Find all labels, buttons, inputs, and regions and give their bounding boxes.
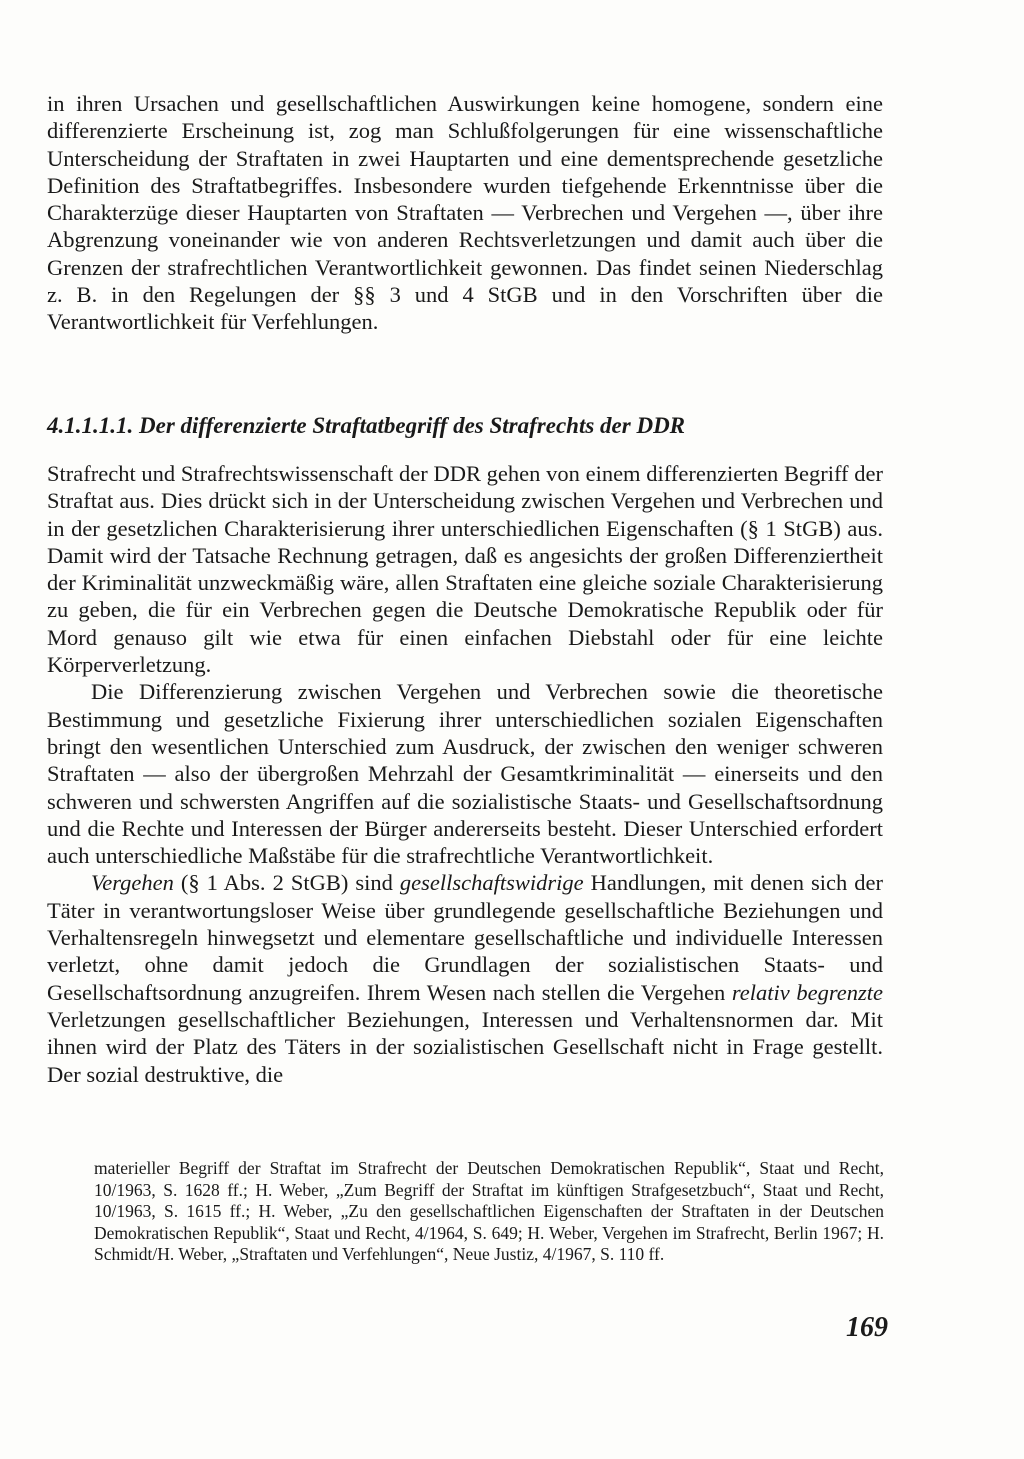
term-relativ-begrenzte: relativ begrenzte — [731, 979, 883, 1005]
continuation-paragraph: in ihren Ursachen und gesellschaftlichen Auswirkungen keine homogene, sondern eine differenzierte Erscheinung ist, zog man Schlußfolgerungen für eine wissenschaftliche Unterscheidung der Straftaten in zwei Hauptarten und eine dementsprechende gesetzliche Definition des Straftatbegriffes. Insbesondere wurden tiefgehende Erkenntnisse über die Charakterzüge dieser Hauptarten von Straftaten — Verbrechen und Vergehen —, über ihre Abgrenzung voneinander wie von anderen Rechtsverletzungen und damit auch über die Grenzen der strafrechtlichen Verantwortlichkeit gewonnen. Das findet seinen Niederschlag z. B. in den Regelungen der §§ 3 und 4 StGB und in den Vorschriften über die Verantwortlichkeit für Verfehlungen. — [47, 91, 883, 335]
term-gesellschaftswidrige: gesellschaftswidrige — [399, 870, 584, 896]
body-paragraph-3 — [47, 869, 883, 1087]
paragraph-3-text-a: (§ 1 Abs. 2 StGB) sind — [173, 870, 400, 896]
body-paragraph-1: Strafrecht und Strafrechtswissenschaft der DDR gehen von einem differenzierten Begriff der Straftat aus. Dies drückt sich in der Unterscheidung zwischen Vergehen und Verbrechen und in der gesetzlichen Charakterisierung ihrer unterschiedlichen Eigenschaften (§ 1 StGB) aus. Damit wird der Tatsache Rechnung getragen, daß es angesichts der großen Differenziertheit der Kriminalität unzweckmäßig wäre, allen Straftaten eine gleiche soziale Charakterisierung zu geben, die für ein Verbrechen gegen die Deutsche Demokratische Republik oder für Mord genauso gilt wie etwa für einen einfachen Diebstahl oder für eine leichte Körperverletzung. — [47, 461, 883, 678]
paragraph-3-text-c: Verletzungen gesellschaftlicher Beziehungen, Interessen und Verhaltensnormen dar. Mit ihnen wird der Platz des Täters in der sozialistischen Gesellschaft nicht in Frage gestellt. Der sozial destruktive, die — [47, 1006, 883, 1087]
footnote: materieller Begriff der Straftat im Strafrecht der Deutschen Demokratischen Republik“, Staat und Recht, 10/1963, S. 1628 ff.; H. Weber, „Zum Begriff der Straftat im künftigen Strafgesetzbuch“, Staat und Recht, 10/1963, S. 1615 ff.; H. Weber, „Zu den gesellschaftlichen Eigenschaften der Straftaten in der Deutschen Demokratischen Republik“, Staat und Recht, 4/1964, S. 649; H. Weber, Vergehen im Strafrecht, Berlin 1967; H. Schmidt/H. Weber, „Straftaten und Verfehlungen“, Neue Justiz, 4/1967, S. 110 ff. — [94, 1158, 884, 1265]
body-paragraph-2: Die Differenzierung zwischen Vergehen und Verbrechen sowie die theoretische Bestimmung und gesetzliche Fixierung ihrer unterschiedlichen sozialen Eigenschaften bringt den wesentlichen Unterschied zum Ausdruck, der zwischen den weniger schweren Straftaten — also der übergroßen Mehrzahl der Gesamtkriminalität — einerseits und den schweren und schwersten Angriffen auf die sozialistische Staats- und Gesellschaftsordnung und die Rechte und Interessen der Bürger andererseits besteht. Dieser Unterschied erfordert auch unterschiedliche Maßstäbe für die strafrechtliche Verantwortlichkeit. — [47, 679, 883, 869]
section-body — [47, 460, 883, 1088]
page-number: 169 — [846, 1312, 888, 1343]
continuation-paragraph-block — [47, 90, 883, 336]
term-vergehen: Vergehen — [91, 870, 174, 896]
section-heading: 4.1.1.1.1. Der differenzierte Straftatbegriff des Strafrechts der DDR — [47, 413, 686, 438]
paragraph-3-text-b: Handlungen, mit denen sich der Täter in verantwortungsloser Weise über grundlegende gesellschaftliche Beziehungen und Verhaltensregeln hinwegsetzt und elementare gesellschaftliche und individuelle Interessen verletzt, ohne damit jedoch die Grundlagen der sozialistischen Staats- und Gesellschaftsordnung anzugreifen. Ihrem Wesen nach stellen die Vergehen — [47, 870, 883, 1005]
